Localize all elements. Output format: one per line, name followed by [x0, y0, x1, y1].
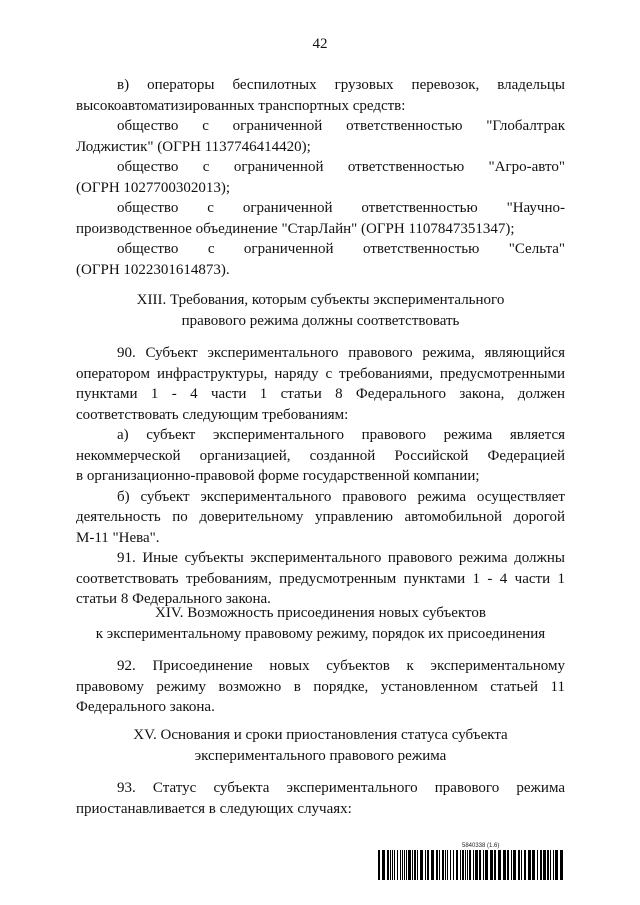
section-heading: [76, 725, 565, 766]
paragraph-line: б) субъект экспериментального правового режима осуществляет: [117, 488, 565, 505]
section-heading: [76, 603, 565, 644]
item-v-line: в) операторы беспилотных грузовых перевозок, владельцы: [117, 77, 565, 93]
org-line: производственное объединение "СтарЛайн" (ОГРН 1107847351347);: [76, 220, 515, 237]
org-line: общество с ограниченной ответственностью "Научно-: [117, 200, 565, 216]
section-heading-line: XIV. Возможность присоединения новых субъектов: [155, 605, 486, 621]
barcode-icon: [378, 850, 566, 880]
barcode-label: 5840338 (1.6): [462, 843, 500, 849]
org-line: (ОГРН 1022301614873).: [76, 261, 230, 278]
paragraph-line: а) субъект экспериментального правового режима является: [117, 427, 565, 443]
section-heading-line: к экспериментальному правовому режиму, порядок их присоединения: [95, 625, 546, 642]
paragraph-line: М-11 "Нева".: [76, 529, 160, 546]
page-number: 42: [312, 36, 328, 52]
operators-block: [76, 75, 565, 280]
org-line: (ОГРН 1027700302013);: [76, 179, 231, 196]
paragraph-line: оператором инфраструктуры, наряду с требованиями, предусмотренными: [76, 365, 565, 382]
section-body: [76, 343, 565, 610]
section-heading: [76, 290, 565, 331]
section-body: [76, 656, 565, 718]
paragraph-line: пунктами 1 - 4 части 1 статьи 8 Федерального закона, должен: [76, 386, 565, 402]
paragraph-line: статьи 8 Федерального закона.: [76, 591, 271, 607]
paragraph-line: в организационно-правовой форме государственной компании;: [76, 468, 480, 484]
paragraph-line: правовому режиму возможно в порядке, установленном статьей 11: [76, 678, 565, 695]
paragraph-line: 93. Статус субъекта экспериментального правового режима: [117, 780, 565, 796]
paragraph-line: 91. Иные субъекты экспериментального правового режима должны: [117, 550, 565, 566]
section-heading-line: XV. Основания и сроки приостановления статуса субъекта: [133, 727, 508, 743]
org-line: общество с ограниченной ответственностью "Агро-авто": [117, 159, 565, 175]
section-heading-line: XIII. Требования, которым субъекты экспериментального: [136, 292, 505, 308]
org-line: общество с ограниченной ответственностью "Сельта": [117, 241, 565, 257]
paragraph-line: 92. Присоединение новых субъектов к экспериментальному: [117, 658, 565, 674]
org-line: общество с ограниченной ответственностью "Глобалтрак: [117, 118, 565, 134]
paragraph-line: соответствовать следующим требованиям:: [76, 406, 349, 423]
paragraph-line: деятельность по доверительному управлению автомобильной дорогой: [76, 509, 565, 525]
section-heading-line: правового режима должны соответствовать: [181, 312, 460, 329]
paragraph-line: Федерального закона.: [76, 699, 215, 715]
paragraph-line: некоммерческой организацией, созданной Российской Федерацией: [76, 447, 565, 464]
paragraph-line: приостанавливается в следующих случаях:: [76, 800, 352, 817]
item-v-line: высокоавтоматизированных транспортных средств:: [76, 97, 406, 114]
section-body: [76, 778, 565, 819]
org-line: Лоджистик" (ОГРН 1137746414420);: [76, 138, 311, 155]
paragraph-line: 90. Субъект экспериментального правового режима, являющийся: [117, 345, 565, 361]
paragraph-line: соответствовать требованиям, предусмотренным пунктами 1 - 4 части 1: [76, 570, 565, 587]
section-heading-line: экспериментального правового режима: [194, 747, 447, 764]
